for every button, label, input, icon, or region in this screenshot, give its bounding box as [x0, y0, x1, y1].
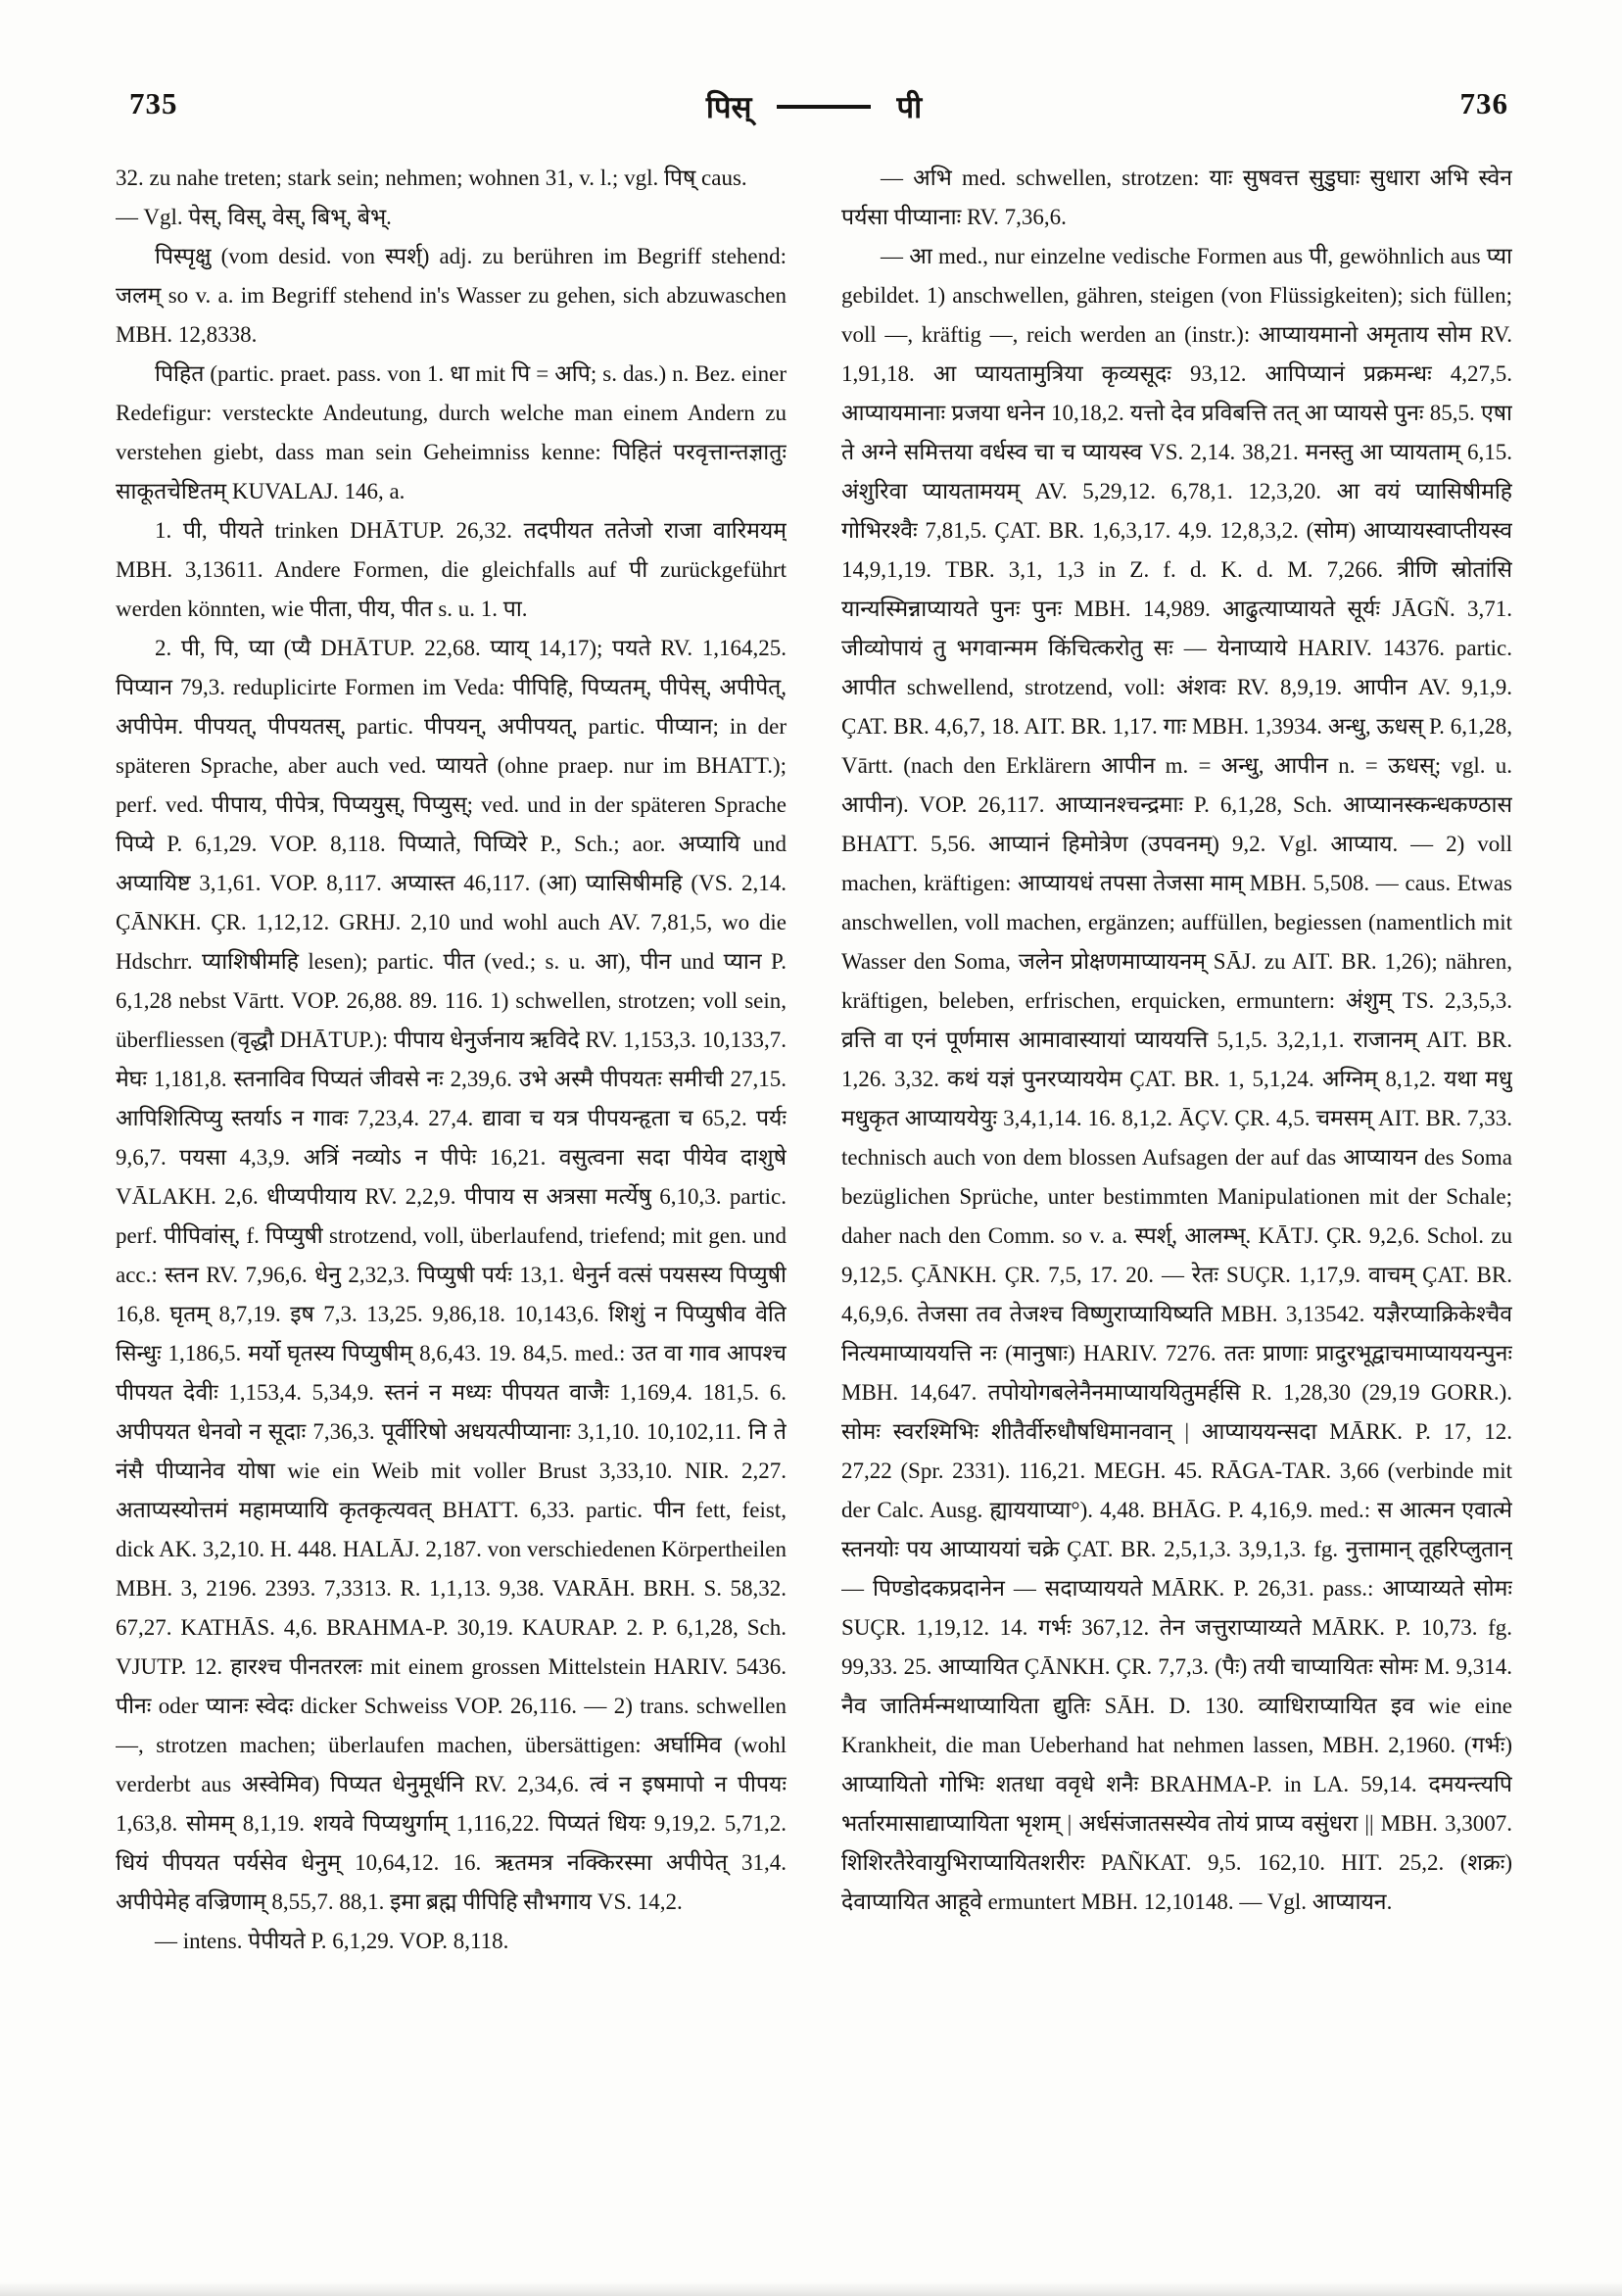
running-head-dash-rule [777, 105, 871, 109]
vgl-cross-reference-paragraph: — Vgl. पेस्, विस्, वेस्, बिभ्, बेभ्. [116, 205, 392, 229]
running-head-last-entry: पी [896, 90, 923, 124]
intens-paragraph: — intens. पेपीयते P. 6,1,29. VOP. 8,118. [155, 1929, 509, 1953]
entry-pihita-paragraph: पिहित (partic. praet. pass. von 1. धा mit पि = अपि; s. das.) n. Bez. einer Redefigur: versteckte Andeutung, durch welche man einem Andern zu verstehen giebt, dass man sein Geheimniss kenne: पिहितं परवृत्तान्तज्ञातुः साकूतचेष्टितम् KUVALAJ. 146, a. [116, 361, 787, 503]
entry-pi-1-paragraph: 1. पी, पीयते trinken DHĀTUP. 26,32. तदपीयत ततेजो राजा वारिमयम् MBH. 3,13611. Andere Formen, die gleichfalls auf पी zurückgeführt werden könnten, wie पीता, पीय, पीत s. u. 1. पा. [116, 518, 787, 621]
entry-pisprikshu-paragraph: पिस्पृक्षु (vom desid. von स्पर्श्) adj. zu berühren im Begriff stehend: जलम् so v. a. im Begriff stehend in's Wasser zu gehen, sich abzuwaschen MBH. 12,8338. [116, 244, 787, 347]
entry-continuation-paragraph: 32. zu nahe treten; stark sein; nehmen; wohnen 31, v. l.; vgl. पिष् caus. [116, 166, 747, 190]
running-head [116, 86, 1512, 127]
page-number-left: 735 [129, 86, 178, 120]
page-header [116, 86, 1512, 133]
page-number-right: 736 [1459, 86, 1508, 120]
running-head-first-entry: पिस् [705, 90, 752, 124]
abhi-compound-paragraph: — अभि med. schwellen, strotzen: याः सुषवत्त सुडुघाः सुधारा अभि स्वेन पर्यसा पीप्यानाः RV. 7,36,6. [841, 166, 1512, 229]
left-column [116, 159, 787, 2257]
right-column [841, 159, 1512, 2257]
aa-compound-paragraph: — आ med., nur einzelne vedische Formen aus पी, gewöhnlich aus प्या gebildet. 1) anschwellen, gähren, steigen (von Flüssigkeiten); sich füllen; voll —, kräftig —, reich werden an (instr.): आप्यायमानो अमृताय सोम RV. 1,91,18. आ प्यायतामुत्रिया कृव्यसूदः 93,12. आपिप्यानं प्रक्रमन्धः 4,27,5. आप्यायमानाः प्रजया धनेन 10,18,2. यत्तो देव प्रविबत्ति तत् आ प्यायसे पुनः 85,5. एषा ते अग्ने समित्तया वर्धस्व चा च प्यायस्व VS. 2,14. 38,21. मनस्तु आ प्यायताम् 6,15. अंशुरिवा प्यायतामयम् AV. 5,29,12. 6,78,1. 12,3,20. आ वयं प्यासिषीमहि गोभिरश्वैः 7,81,5. ÇAT. BR. 1,6,3,17. 4,9. 12,8,3,2. (सोम) आप्यायस्वाप्तीयस्व 14,9,1,19. TBR. 3,1, 1,3 in Z. f. d. K. d. M. 7,266. त्रीणि स्रोतांसि यान्यस्मिन्नाप्यायते पुनः पुनः MBH. 14,989. आढुत्याप्यायते सूर्यः JĀGÑ. 3,71. जीव्योपायं तु भगवान्मम किंचित्करोतु सः — येनाप्याये HARIV. 14376. partic. आपीत schwellend, strotzend, voll: अंशवः RV. 8,9,19. आपीन AV. 9,1,9. ÇAT. BR. 4,6,7, 18. AIT. BR. 1,17. गाः MBH. 1,3934. अन्धु, ऊधस् P. 6,1,28, Vārtt. (nach den Erklärern आपीन m. = अन्धु, आपीन n. = ऊधस्; vgl. u. आपीन). VOP. 26,117. आप्यानश्चन्द्रमाः P. 6,1,28, Sch. आप्यानस्कन्धकण्ठास BHATT. 5,56. आप्यानं हिमोत्रेण (उपवनम्) 9,2. Vgl. आप्याय. — 2) voll machen, kräftigen: आप्यायधं तपसा तेजसा माम् MBH. 5,508. — caus. Etwas anschwellen, voll machen, ergänzen; auffüllen, begiessen (namentlich mit Wasser den Soma, जलेन प्रोक्षणमाप्यायनम् SĀJ. zu AIT. BR. 1,26); nähren, kräftigen, beleben, erfrischen, erquicken, ermuntern: अंशुम् TS. 2,3,5,3. व्रत्ति वा एनं पूर्णमास आमावास्यायां प्याययत्ति 5,1,5. 3,2,1,1. राजानम् AIT. BR. 1,26. 3,32. कथं यज्ञं पुनरप्याययेम ÇAT. BR. 1, 5,1,24. अग्निम् 8,1,2. यथा मधु मधुकृत आप्याययेयुः 3,4,1,14. 16. 8,1,2. ĀÇV. ÇR. 4,5. चमसम् AIT. BR. 7,33. technisch auch von dem blossen Aufsagen der auf das आप्यायन des Soma bezüglichen Sprüche, unter bestimmten Manipulationen mit der Schale; daher nach den Comm. so v. a. स्पर्श्, आलम्भ्. KĀTJ. ÇR. 9,2,6. Schol. zu 9,12,5. ÇĀNKH. ÇR. 7,5, 17. 20. — रेतः SUÇR. 1,17,9. वाचम् ÇAT. BR. 4,6,9,6. तेजसा तव तेजश्च विष्णुराप्यायिष्यति MBH. 3,13542. यज्ञैरप्याक्रिकेश्चैव नित्यमाप्याययत्ति नः (मानुषाः) HARIV. 7276. ततः प्राणाः प्रादुरभूद्वाचमाप्याययन्पुनः MBH. 14,647. तपोयोगबलेनैनमाप्याययितुमर्हसि R. 1,28,30 (29,19 GORR.). सोमः स्वरश्मिभिः शीतैर्वीरुधौषधिमानवान् | आप्याययन्सदा MĀRK. P. 17, 12. 27,22 (Spr. 2331). 116,21. MEGH. 45. RĀGA-TAR. 3,66 (verbinde mit der Calc. Ausg. ह्याययाप्या°). 4,48. BHĀG. P. 4,16,9. med.: स आत्मन एवात्मे स्तनयोः पय आप्याययां चक्रे ÇAT. BR. 2,5,1,3. 3,9,1,3. fg. नुत्तामान् तूहरिप्लुतान् — पिण्डोदकप्रदानेन — सदाप्याययते MĀRK. P. 26,31. pass.: आप्याय्यते सोमः SUÇR. 1,19,12. 14. गर्भः 367,12. तेन जत्तुराप्याय्यते MĀRK. P. 10,73. fg. 99,33. 25. आप्यायित ÇĀNKH. ÇR. 7,7,3. (पैः) तयी चाप्यायितः सोमः M. 9,314. नैव जातिर्मन्मथाप्यायिता द्युतिः SĀH. D. 130. व्याधिराप्यायित इव wie eine Krankheit, die man Ueberhand hat nehmen lassen, MBH. 2,1960. (गर्भः) आप्यायितो गोभिः शतधा ववृधे शनैः BRAHMA-P. in LA. 59,14. दमयन्त्यपि भर्तारमासाद्याप्यायिता भृशम् | अर्धसंजातसस्येव तोयं प्राप्य वसुंधरा || MBH. 3,3007. शिशिरतैरेवायुभिराप्यायितशरीरः PAÑKAT. 9,5. 162,10. HIT. 25,2. (शक्रः) देवाप्यायित आहूवे ermuntert MBH. 12,10148. — Vgl. आप्यायन. [841, 244, 1512, 1914]
entry-pi-2-paragraph: 2. पी, पि, प्या (प्यै DHĀTUP. 22,68. प्याय् 14,17); पयते RV. 1,164,25. पिप्यान 79,3. reduplicirte Formen im Veda: पीपिहि, पिप्यतम्, पीपेस्, अपीपेत्, अपीपेम. पीपयत्, पीपयतस्, partic. पीपयन्, अपीपयत्, partic. पीप्यान; in der späteren Sprache, aber auch ved. प्यायते (ohne praep. nur im BHATT.); perf. ved. पीपाय, पीपेत्र, पिप्ययुस्, पिप्युस्; ved. und in der späteren Sprache पिप्ये P. 6,1,29. VOP. 8,118. पिप्याते, पिप्यिरे P., Sch.; aor. अप्यायि und अप्यायिष्ट 3,1,61. VOP. 8,117. अप्यास्त 46,117. (आ) प्यासिषीमहि (VS. 2,14. ÇĀNKH. ÇR. 1,12,12. GRHJ. 2,10 und wohl auch AV. 7,81,5, wo die Hdschrr. प्याशिषीमहि lesen); partic. पीत (ved.; s. u. आ), पीन und प्यान P. 6,1,28 nebst Vārtt. VOP. 26,88. 89. 116. 1) schwellen, strotzen; voll sein, überfliessen (वृद्धौ DHĀTUP.): पीपाय धेनुर्जनाय ऋविदे RV. 1,153,3. 10,133,7. मेघः 1,181,8. स्तनाविव पिप्यतं जीवसे नः 2,39,6. उभे अस्मै पीपयतः समीची 27,15. आपिशित्पिप्यु स्तर्याऽ न गावः 7,23,4. 27,4. द्यावा च यत्र पीपयन्हृता च 65,2. पर्यः 9,6,7. पयसा 4,3,9. अत्रिं नव्योऽ न पीपेः 16,21. वसुत्वना सदा पीयेव दाशुषे VĀLAKH. 2,6. धीप्यपीयाय RV. 2,2,9. पीपाय स अत्रसा मर्त्येषु 6,10,3. partic. perf. पीपिवांस्, f. पिप्युषी strotzend, voll, überlaufend, triefend; mit gen. und acc.: स्तन RV. 7,96,6. धेनु 2,32,3. पिप्युषी पर्यः 13,1. धेनुर्न वत्सं पयसस्य पिप्युषी 16,8. घृतम् 8,7,19. इष 7,3. 13,25. 9,86,18. 10,143,6. शिशुं न पिप्युषीव वेति सिन्धुः 1,186,5. मर्यो घृतस्य पिप्युषीम् 8,6,43. 19. 84,5. med.: उत वा गाव आपश्च पीपयत देवीः 1,153,4. 5,34,9. स्तनं न मध्यः पीपयत वाजैः 1,169,4. 181,5. 6. अपीपयत धेनवो न सूदाः 7,36,3. पूर्वीरिषो अधयत्पीप्यानाः 3,1,10. 10,102,11. नि ते नंसै पीप्यानेव योषा wie ein Weib mit voller Brust 3,33,10. NIR. 2,27. अताप्यस्योत्तमं महामप्यायि कृतकृत्यवत् BHATT. 6,33. partic. पीन fett, feist, dick AK. 3,2,10. H. 448. HALĀJ. 2,187. von verschiedenen Körpertheilen MBH. 3, 2196. 2393. 7,3313. R. 1,1,13. 9,38. VARĀH. BRH. S. 58,32. 67,27. KATHĀS. 4,6. BRAHMA-P. 30,19. KAURAP. 2. P. 6,1,28, Sch. VJUTP. 12. हारश्च पीनतरलः mit einem grossen Mittelstein HARIV. 5436. पीनः oder प्यानः स्वेदः dicker Schweiss VOP. 26,116. — 2) trans. schwellen —, strotzen machen; überlaufen machen, übersättigen: अर्घामिव (wohl verderbt aus अस्वेमिव) पिप्यत धेनुमूर्धनि RV. 2,34,6. त्वं न इषमापो न पीपयः 1,63,8. सोमम् 8,1,19. शयवे पिप्यथुर्गाम् 1,116,22. पिप्यतं धियः 9,19,2. 5,71,2. धियं पीपयत पर्यसेव धेनुम् 10,64,12. 16. ऋतमत्र नक्किरस्मा अपीपेत् 31,4. अपीपेमेह वज्रिणाम् 8,55,7. 88,1. इमा ब्रह्म पीपिहि सौभगाय VS. 14,2. [116, 636, 787, 1914]
text-columns [116, 159, 1512, 2257]
